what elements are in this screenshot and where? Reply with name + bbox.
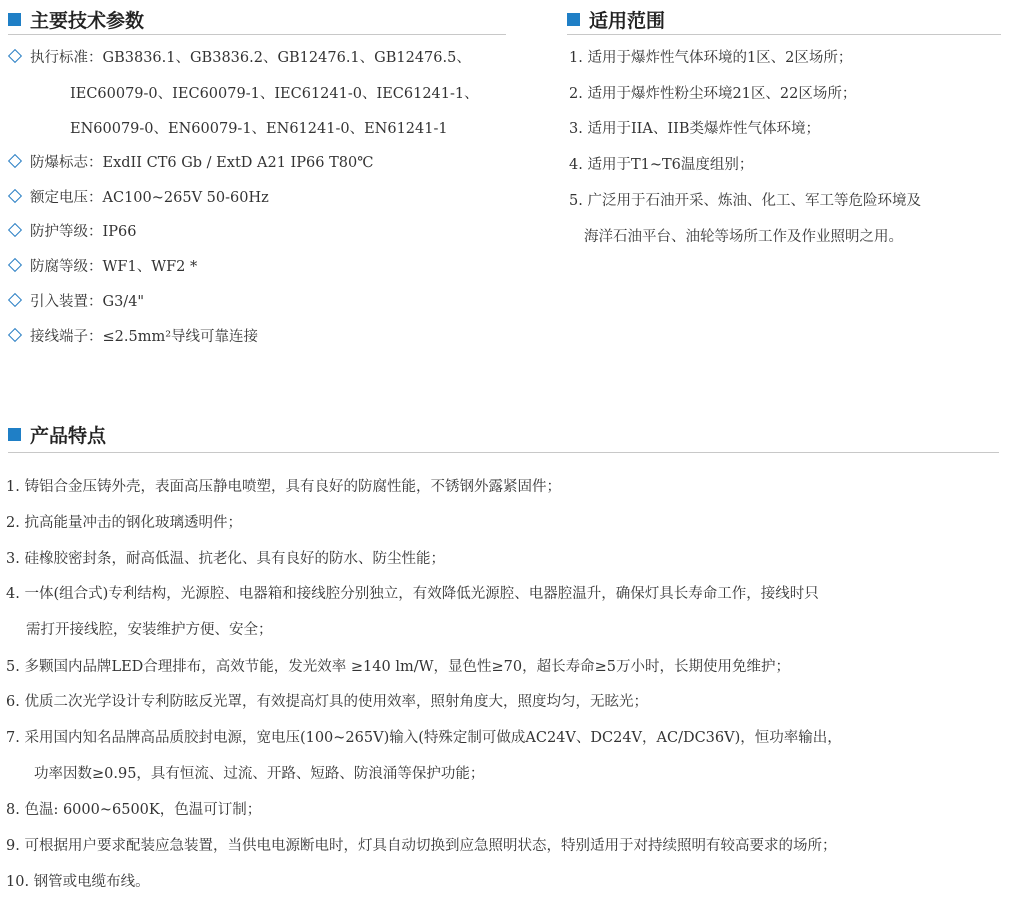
square-bullet-icon: [567, 13, 580, 26]
spec-text: 防爆标志：ExdII CT6 Gb / ExtD A21 IP66 T80℃: [30, 154, 374, 171]
feature-item: [6, 653, 790, 677]
feature-item: [6, 509, 242, 533]
square-bullet-icon: [8, 13, 21, 26]
diamond-bullet-icon: [8, 49, 22, 63]
section-title-application: [567, 4, 665, 34]
diamond-bullet-icon: [8, 223, 22, 237]
feature-text: 10. 钢管或电缆布线。: [6, 873, 150, 890]
application-text: 3. 适用于IIA、IIB类爆炸性气体环境；: [569, 120, 820, 137]
section-divider: [8, 34, 506, 35]
spec-item-explosion-mark: [6, 149, 373, 173]
application-item: [569, 44, 852, 68]
section-title-features: [8, 419, 106, 449]
feature-item: [6, 724, 842, 748]
feature-text: 需打开接线腔，安装维护方便、安全；: [26, 621, 273, 638]
application-text: 5. 广泛用于石油开采、炼油、化工、军工等危险环境及: [569, 192, 921, 209]
diamond-bullet-icon: [8, 328, 22, 342]
feature-item: [6, 580, 819, 604]
spec-text: 防腐等级：WF1、WF2 *: [30, 258, 198, 275]
section-title-text: 适用范围: [589, 9, 666, 32]
feature-text: 1. 铸铝合金压铸外壳，表面高压静电喷塑，具有良好的防腐性能，不锈钢外露紧固件；: [6, 478, 561, 495]
spec-text: 额定电压：AC100~265V 50-60Hz: [30, 189, 269, 206]
feature-text: 3. 硅橡胶密封条，耐高低温、抗老化、具有良好的防水、防尘性能；: [6, 550, 445, 567]
feature-text: 9. 可根据用户要求配装应急装置，当供电电源断电时，灯具自动切换到应急照明状态，特别适用于对持续照明有较高要求的场所；: [6, 837, 837, 854]
feature-text: 5. 多颗国内品牌LED合理排布，高效节能，发光效率 ≥140 lm/W，显色性≥70，超长寿命≥5万小时，长期使用免维护；: [6, 658, 790, 675]
diamond-bullet-icon: [8, 189, 22, 203]
feature-item: [6, 473, 561, 497]
feature-item-cont: [34, 760, 484, 784]
spec-item-anticorrosion: [6, 253, 197, 277]
application-text: 海洋石油平台、油轮等场所工作及作业照明之用。: [584, 228, 903, 245]
feature-item: [6, 688, 648, 712]
diamond-bullet-icon: [8, 258, 22, 272]
feature-item-cont: [26, 616, 273, 640]
diamond-bullet-icon: [8, 293, 22, 307]
spec-text: EN60079-0、EN60079-1、EN61241-0、EN61241-1: [70, 120, 448, 137]
diamond-bullet-icon: [8, 154, 22, 168]
section-title-tech-params: [8, 4, 144, 34]
spec-text: 防护等级：IP66: [30, 223, 137, 240]
feature-text: 4. 一体(组合式)专利结构，光源腔、电器箱和接线腔分别独立，有效降低光源腔、电器腔温升，确保灯具长寿命工作，接线时只: [6, 585, 819, 602]
spec-item-protection: [6, 218, 136, 242]
spec-item-terminal: [6, 323, 258, 347]
feature-text: 2. 抗高能量冲击的钢化玻璃透明件；: [6, 514, 242, 531]
application-item: [569, 187, 921, 211]
spec-text: IEC60079-0、IEC60079-1、IEC61241-0、IEC61241-1、: [70, 85, 479, 102]
application-text: 1. 适用于爆炸性气体环境的1区、2区场所；: [569, 49, 853, 66]
section-divider: [567, 34, 1001, 35]
spec-item-voltage: [6, 184, 269, 208]
square-bullet-icon: [8, 428, 21, 441]
feature-item: [6, 545, 445, 569]
feature-item: [6, 868, 150, 892]
application-item: [569, 80, 856, 104]
application-item-cont: [584, 223, 903, 247]
spec-item-entry: [6, 288, 144, 312]
section-title-text: 产品特点: [30, 424, 107, 447]
feature-text: 8. 色温: 6000~6500K，色温可订制；: [6, 801, 262, 818]
feature-text: 6. 优质二次光学设计专利防眩反光罩，有效提高灯具的使用效率，照射角度大，照度均匀，无眩光；: [6, 693, 648, 710]
section-title-text: 主要技术参数: [30, 9, 145, 32]
spec-text: 执行标准：GB3836.1、GB3836.2、GB12476.1、GB12476.5、: [30, 49, 471, 66]
application-item: [569, 151, 753, 175]
spec-item-standard-cont-2: [70, 115, 448, 139]
feature-item: [6, 796, 261, 820]
spec-text: 引入装置：G3/4": [30, 293, 145, 310]
section-divider: [8, 452, 999, 453]
spec-item-standard-cont-1: [70, 80, 479, 104]
application-text: 4. 适用于T1~T6温度组别；: [569, 156, 754, 173]
feature-text: 7. 采用国内知名品牌高品质胶封电源，宽电压(100~265V)输入(特殊定制可做成AC24V、DC24V，AC/DC36V)，恒功率输出，: [6, 729, 842, 746]
spec-text: 接线端子：≤2.5mm²导线可靠连接: [30, 328, 259, 345]
application-item: [569, 115, 820, 139]
application-text: 2. 适用于爆炸性粉尘环境21区、22区场所；: [569, 85, 857, 102]
feature-item: [6, 832, 836, 856]
spec-item-standard: [6, 44, 471, 68]
feature-text: 功率因数≥0.95，具有恒流、过流、开路、短路、防浪涌等保护功能；: [34, 765, 485, 782]
